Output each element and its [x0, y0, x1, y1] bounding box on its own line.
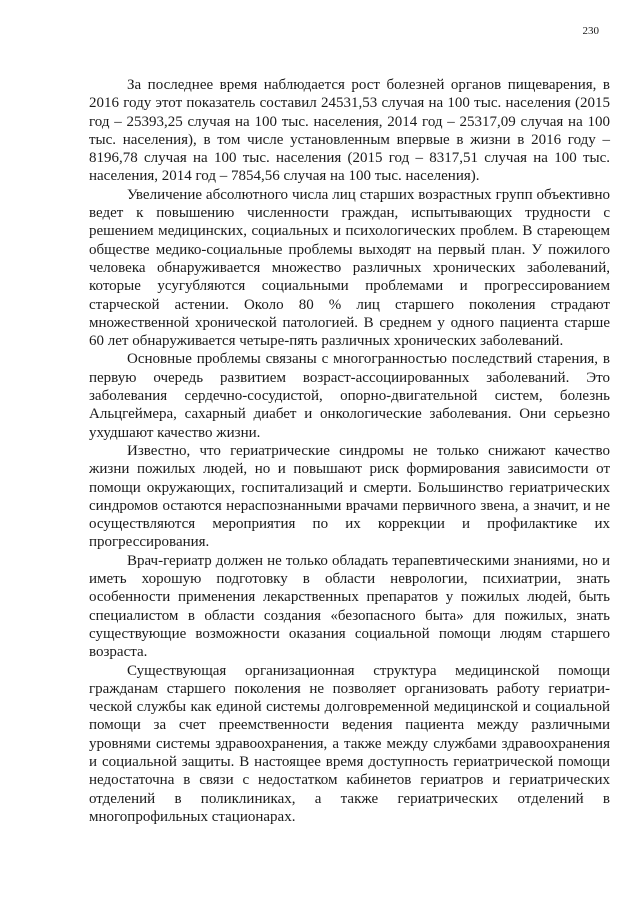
paragraph-organizational-structure: Существующая организационная структура медицинской помощи гражданам старшего поколения не позволяет организовать работу гериатрической службы как единой системы долговременной медицинской и социальной помощи за счет преемственности ведения пациента между различными уровнями системы здравоохранения, а также между службами здравоохранения и социальной защиты. В настоящее время доступность гериатрической помощи недостаточна в связи с недостатком кабинетов гериатров и гериатрических отделений в поликлиниках, а также гериатрических отделений в многопрофильных стационарах. — [89, 662, 610, 825]
document-body — [89, 76, 610, 826]
paragraph-digestive-diseases: За последнее время наблюдается рост болезней органов пищеварения, в 2016 году этот показатель составил 24531,53 случая на 100 тыс. населения (2015 год – 25393,25 случая на 100 тыс. населения, 2014 год – 25317,09 случая на 100 тыс. населения), в том числе установленным впервые в жизни в 2016 году – 8196,78 случая на 100 тыс. населения (2015 год – 8317,51 случая на 100 тыс. населения, 2014 год – 7854,56 случая на 100 тыс. населения). — [89, 77, 610, 185]
paragraph-aging-problems: Основные проблемы связаны с многогранностью последствий старения, в первую очередь развитием возраст-ассоциированных заболеваний. Это заболевания сердечно-сосудистой, опорно-двигательной систем, болезнь Альцгеймера, сахарный диабет и онкологические заболевания. Они серьезно ухудшают качество жизни. — [89, 351, 610, 441]
paragraph-geriatric-syndromes: Известно, что гериатрические синдромы не только снижают качество жизни пожилых людей, но и повышают риск формирования зависимости от помощи окружающих, госпитализаций и смерти. Большинство гериатрических синдромов остаются нераспознанными врачами первичного звена, а значит, и не осуществляются мероприятия по их коррекции и профилактике их прогрессирования. — [89, 442, 610, 551]
paragraph-elderly-population: Увеличение абсолютного числа лиц старших возрастных групп объективно ведет к повышению численности граждан, испытывающих трудности с решением медицинских, социальных и психологических проблем. В стареющем обществе медико-социальные проблемы выходят на первый план. У пожилого человека обнаруживается множество различных хронических заболеваний, которые усугубляются социальными проблемами и прогрессированием старческой астении. Около 80 % лиц старшего поколения страдают множественной хронической патологией. В среднем у одного пациента старше 60 лет обнаруживается четыре-пять различных хронических заболеваний. — [89, 186, 610, 350]
page-number: 230 — [582, 25, 599, 37]
paragraph-geriatrician-skills: Врач-гериатр должен не только обладать терапевтическими знаниями, но и иметь хорошую подготовку в области неврологии, психиатрии, знать особенности применения лекарственных препаратов у пожилых людей, быть специалистом в области создания «безопасного быта» для пожилых, знать существующие возможности оказания социальной помощи людям старшего возраста. — [89, 552, 610, 661]
